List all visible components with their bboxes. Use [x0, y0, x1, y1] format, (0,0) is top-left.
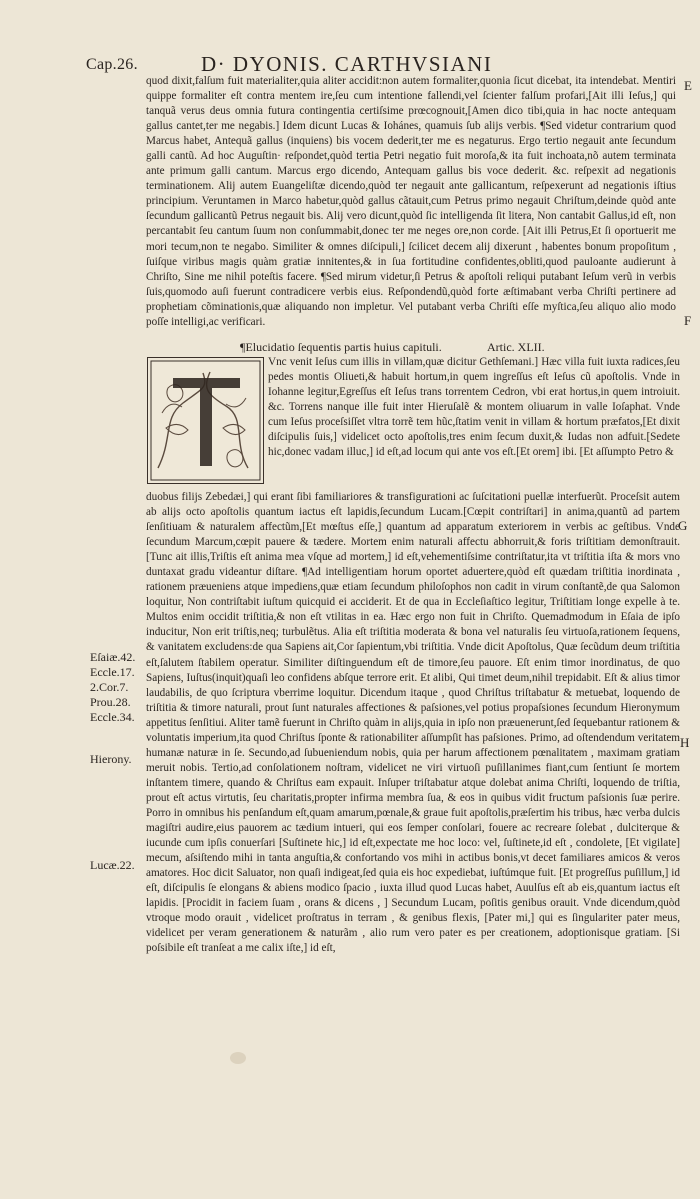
margin-note-eccle17: Eccle.17.: [90, 665, 135, 679]
margin-note-lucae: Lucæ.22.: [90, 858, 135, 872]
main-paragraph: duobus filijs Zebedæi,] qui erant ſibi familiariores & transfigurationi ac ſuſcitationi puellæ interfuerũt. Proceſsit autem ab alijs octo apoſtolis quantum iactus eſt lapidis,ſecundum Lucam.[Cœpit contriſtari] in anima,quantũ ad partem ſenſitiuam & naturalem affectũm,[Et mœſtus eſſe,] quantum ad apparatum exteriorem in verbis ac geſtibus. Vnde ſecundum Marcum,cœpit pauere & tædere. Mortem enim naturali affectu abhorruit,& foris triſtitiam demonſtrauit.[Tunc ait illis,Triſtis eſt anima mea vſque ad mortem,] id eſt,vehementiſsime contriſtatur,ita vt triſtitia iſta & mors vno duntaxat gradu videantur diſtare. ¶Ad intelligentiam horum oportet aduertere,quòd eſt quædam triſtitia inordinata , rationem præueniens atque impediens,quæ etiam ſecundum philoſophos non cadit in virum conſtantẽ,de qua Salomon loquitur, Non contriſtabit iuſtum quicquid ei acciderit. Et de qua in Eccleſiaſtico legitur, Triſtitiam longe expelle à te. Multos enim occidit triſtitia,& non eſt vtilitas in ea. Hæc ergo non fuit in Chriſto. Quemadmodum in Eſaia de ipſo inducitur, Non erit triſtis,neq; turbulẽtus. Alia eſt triſtitia moderata & bona vel naturalis ſeu virtuoſa,rationem ſequens, & vanitatem excludens:de qua Sapiens ait,Cor ſapientum,vbi triſtitia. Vnde dicit Apoſtolus, Quæ ſecũdum deum triſtitia eſt,ſalutem ſtabilem operatur. Similiter diſtinguendum eſt de timore,ſeu pauore. Eſt enim timor inordinatus, de quo Sapiens, Iuſtus(inquit)quaſi leo confidens abſque terrore erit. Et alibi, Qui timet deum,nihil trepidabit. Eſt & alius timor laudabilis, de quo ſcriptura vberrime loquitur. Dicendum itaque , quod Chriſtus triſtabatur & metuebat, loquendo de triſtitia & timore naturali, prout ſunt naturales affectiones & paſsiones,vel potius propaſsiones ſecundum Hieronymum appetitus ſenſitiui. Aliter tamẽ fuerunt in Chriſto quàm in alijs,quia in ipſo non præuenerunt,ſed ſequebantur rationem & voluntatis imperium,ita quod Chriſtus ſponte & rationabiliter aſſumpſit has paſsiones. Primo, ad oſtendendum veritatem humanæ naturæ in ſe. Secundo,ad ſubueniendum nobis, quia per harum affectionem pœnalitatem , maximam gratiam meruit nobis. Tertio,ad conſolationem noſtram, videlicet ne viri virtuoſi puſillanimes fiant,cum ſentiunt ſe mortem inſtantem timere, quando & Chriſtus eam expauit. Inſuper triſtabatur atque dolebat anima Chriſti, loquendo de triſtia, prout eſt actus virtutis, ſeu charitatis,propter infirma membra ſua, & eos in quibus vidit fructum paſsionis ſuæ perire. Porro in omnibus his penſandum eſt,quam amarum,pœnale,& graue fuit apoſtolis,præſertim his tribus, hæc verba dulcis magiſtri audire,eius pauorem ac tædium intueri, qui eos ſemper conſolari, fouere ac recreare ſolebat , dulciterque & iucunde cum ipſis conuerſari [Suſtinete hic,] id eſt,expectate me hoc loco: vel, ſuſtinete,id eſt , condolete, [Et vigilate] mecum, aſsiſtendo mihi in tanta anguſtia,& confortando vos mihi in actibus bonis,vt decet familiares amicos & veros amatores. Hoc dicit Saluator, non quaſi indigeat,ſed quia eis hoc expediebat, iuſtúmque fuit. [Et progreſſus puſillum,] id eſt, diſcipulis ſe elongans & abiens modico ſpacio , iuxta illud quod Lucas habet, Auulſus eſt ab eis,quantum iactus eſt lapidis. [Procidit in faciem ſuam , orans & dicens , ] Secundum Lucam, poſitis genibus orauit. Vnde dicendum,quòd vtroque modo orauit , videlicet proſtratus in terram , & genibus flexis, [Pater mi,] qui es ſingulariter pater meus, videlicet per veram generationem & naturãm , alio rum vero pater es per creationem, adoptionisque gratiam. [Si poſsibile eſt tranſeat a me calix iſte,] id eſt,: [146, 491, 680, 955]
side-letter-e: E: [684, 78, 692, 93]
side-letter-g: G: [678, 518, 688, 533]
margin-note-2cor: 2.Cor.7.: [90, 680, 129, 694]
indented-paragraph: Vnc venit Ieſus cum illis in villam,quæ dicitur Gethſemani.] Hæc villa fuit iuxta radices,ſeu pedes montis Oliueti,& habuit hortum,in quem ingreſſus eſt Ieſus cũ apoſtolis. Vnde in Iohanne legitur,Egreſſus eſt Ieſus trans torrentem Cedron, vbi erat hortus,in quem introiuit. &c. Torrens nanque ille fuit inter Hieruſalẽ & montem oliuarum in valle Ioſaphat. Vnde cum Ieſus proceſsiſſet vltra torrẽ tem hũc,ſtatim venit in villam & hortum præfatos,[Et dixit diſcipulis ſuis,] videlicet octo apoſtolis,tres enim ſecum duxit,& Iudas non adfuit.[Sedete hic,donec vadam illuc,] id eſt,ad locum qui ante vos eſt.[Et orem] ibi. [Et aſſumpto Petro &: [268, 356, 680, 459]
ornament-initial-t-icon: [148, 358, 263, 483]
decorated-initial: [147, 357, 264, 484]
side-letter-h: H: [680, 735, 690, 750]
chapter-label: Cap.26.: [86, 56, 138, 73]
section-title: ¶Elucidatio ſequentis partis huius capituli.: [240, 340, 442, 354]
top-paragraph: quod dixit,falſum fuit materialiter,quia aliter accidit:non autem formaliter,quonia ſicut dicebat, ita intendebat. Mentiri quippe formaliter eſt contra mentem ire,ſeu cum intentione fallendi,vel ſcienter falſum profari,[Ait illi Ieſus,] qui tanquã verus deus omnia futura contingentia certiſsime prœcognouit,[Amen dico tibi,quia in hac nocte antequam gallus cantet,ter me negabis.] Idem dicunt Lucas & Iohánes, quamuis ſub alijs verbis. ¶Sed videtur contrarium quod Marcus habet, Antequã gallus (inquiens) bis vocem dederit,ter me es negaturus. Ergo tertio negauit ante ſecundum galli cantũ. Ad hoc Auguſtin· reſpondet,quòd tertia Petri negatio fuit moroſa,& ita fuit inchoata,nõ autem terminata ante primum galli cantum. Marcus ergo dicendo, Antequam gallus bis voce dederit. &c. reſpexit ad negationis terminationem. Alij autem Euangeliſtæ dicendo,quòd ter negauit ante gallicantum, reſpexerunt ad negationis iſtius principium. Veruntamen in Marco habetur,quòd gallus cãtauit,cum Petrus primo negauit Chriſtum,deinde quòd ante ſecundum gallicantũ Petrus negauit bis. Alij vero dicunt,quòd ſic intelligenda ſit litera, Non cantabit Gallus,id eſt, non percantabit ſeu cantum ſuum non conſummabit,donec ter me neges ore,non corde. [Ait illi Petrus,Et ſi oportuerit me mori tecum,non te negabo. Similiter & omnes diſcipuli,] ſcilicet decem alij dixerunt , habentes bonum propoſitum , ſuiſque viribus magis quàm gratiæ innitentes,& in ſua fortitudine confidentes,obliti,quod pauloante audierunt à Chriſto, Sine me nihil poteſtis facere. ¶Sed mirum videtur,ſi Petrus & apoſtoli reliqui putabant Ieſum verũ in verbis ſuis,quomodo auſi fuerunt contradicere verbis eius. Reſpondendũ,quòd forte æſtimabant verba Chriſti pertinere ad prophetiam cõminationis,quæ aliquando non impletur. Vel putabant verba Chriſti eſſe myſtica,ſeu aliquo alio modo poſſe intelligi,ac verificari.: [146, 75, 676, 328]
margin-note-hierony: Hierony.: [90, 752, 132, 766]
margin-note-esaiae: Eſaiæ.42.: [90, 650, 136, 664]
side-letter-f: F: [684, 313, 692, 328]
margin-note-eccle34: Eccle.34.: [90, 710, 135, 724]
margin-note-prou: Prou.28.: [90, 695, 131, 709]
article-number: Artic. XLII.: [487, 340, 545, 354]
running-head: D· DYONIS. CARTHVSIANI: [201, 52, 493, 76]
paper-stain: [230, 1052, 246, 1064]
section-heading: [240, 340, 680, 355]
page-header: [86, 52, 686, 76]
